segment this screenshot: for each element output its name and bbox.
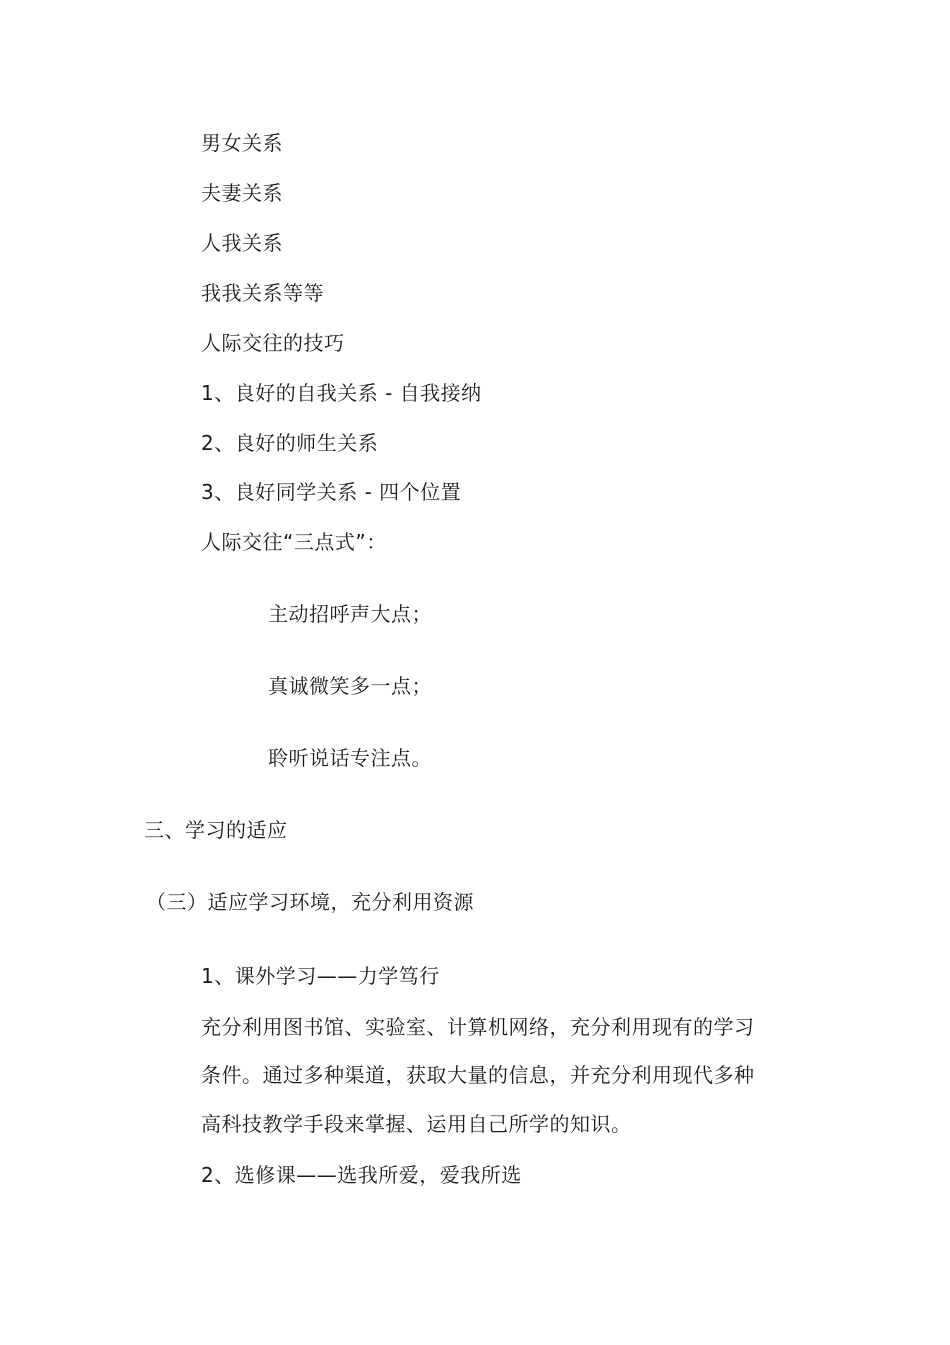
skills-item: 3、良好同学关系 - 四个位置	[201, 480, 462, 504]
relation-item: 男女关系	[201, 131, 283, 155]
relation-item: 人我关系	[201, 231, 283, 255]
item-title: 1、课外学习——力学笃行	[201, 964, 440, 988]
three-point-item: 聆听说话专注点。	[268, 746, 432, 770]
item-title: 2、选修课——选我所爱，爱我所选	[201, 1163, 522, 1187]
three-point-heading: 人际交往“三点式”：	[201, 530, 387, 554]
subsection-title: （三）适应学习环境，充分利用资源	[146, 890, 474, 914]
skills-item: 2、良好的师生关系	[201, 431, 379, 455]
paragraph-line: 条件。通过多种渠道，获取大量的信息，并充分利用现代多种	[201, 1063, 755, 1087]
three-point-item: 真诚微笑多一点；	[268, 674, 432, 698]
skills-item: 1、良好的自我关系 - 自我接纳	[201, 381, 482, 405]
paragraph-line: 高科技教学手段来掌握、运用自己所学的知识。	[201, 1112, 632, 1136]
section-title: 三、学习的适应	[144, 818, 288, 842]
relation-item: 夫妻关系	[201, 181, 283, 205]
relation-item: 我我关系等等	[201, 281, 324, 305]
skills-heading: 人际交往的技巧	[201, 331, 345, 355]
paragraph-line: 充分利用图书馆、实验室、计算机网络，充分利用现有的学习	[201, 1015, 755, 1039]
three-point-item: 主动招呼声大点；	[268, 602, 432, 626]
